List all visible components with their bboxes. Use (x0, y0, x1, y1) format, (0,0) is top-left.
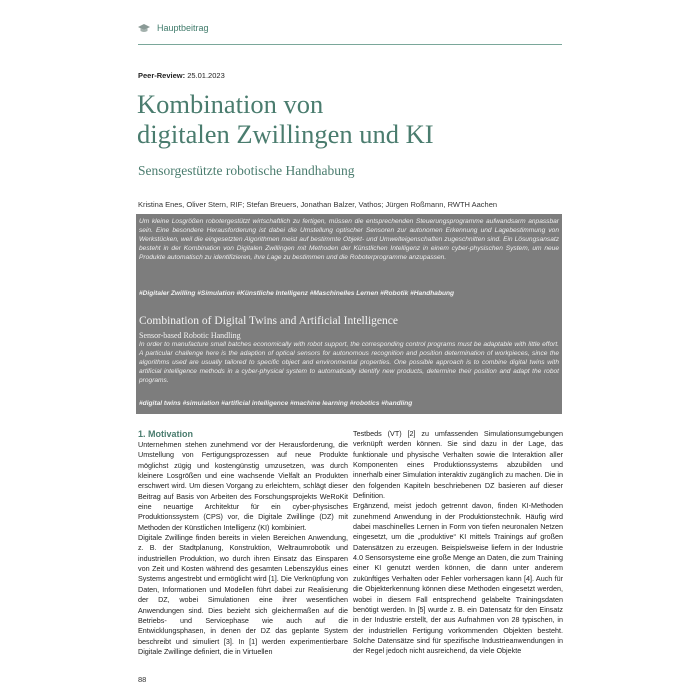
paragraph: Unternehmen stehen zunehmend vor der Herausforderung, die Umstellung von Fertigungsprozessen auf neue Produkte möglichst zügig und kostengünstig umzusetzen, was durch kleinere Losgrößen und eine wachsende Vielfalt an Produkten erschwert wird. Um diesen Vorgang zu erleichtern, schlägt dieser Beitrag auf Basis von Arbeiten des Forschungsprojekts WeRoKit eine neuartige Architektur für ein cyber-physisches Produktionssystem (CPS) vor, die Digitale Zwillinge (DZ) mit Methoden der Künstlichen Intelligenz (KI) kombiniert. (138, 440, 348, 532)
paragraph: Testbeds (VT) [2] zu umfassenden Simulationsumgebungen verknüpft werden können. Sie sind dazu in der Lage, das funktionale und physische Verhalten sowie die Interaktion aller Komponenten eines Produktionssystems abzubilden und innerhalb einer Simulation interaktiv zugänglich zu machen. Die in den folgenden Kapiteln beschriebenen DZ basieren auf dieser Definition. (353, 429, 563, 501)
abstract-german: Um kleine Losgrößen robotergestützt wirtschaftlich zu fertigen, müssen die entsprechenden Steuerungsprogramme aufwandsarm anpassbar sein. Eine besondere Herausforderung ist dabei die Umstellung optischer Sensoren zur autonomen Erkennung und Lagebestimmung von Werkstücken, weil die eingesetzten Algorithmen meist auf bestimmte Objekt- und Umwelteigenschaften zugeschnitten sind. Ein Lösungsansatz besteht in der Kombination von Digitalen Zwillingen mit Methoden der Künstlichen Intelligenz in einem cyber-physischen System, um neue Produkte automatisch zu identifizieren, ihre Lage zu bestimmen und die Roboterprogramme anzupassen. (139, 218, 559, 261)
body-column-left (138, 429, 348, 657)
section-heading: 1. Motivation (138, 429, 194, 439)
author-line: Kristina Enes, Oliver Stern, RIF; Stefan Breuers, Jonathan Balzer, Vathos; Jürgen Roßmann, RWTH Aachen (138, 200, 498, 209)
paragraph: Ergänzend, meist jedoch getrennt davon, finden KI-Methoden zunehmend Anwendung in der Produktionstechnik. Häufig wird dabei maschinelles Lernen in Form von tiefen neuronalen Netzen eingesetzt, um die „produktive“ KI mittels Trainings auf großen Datensätzen zu erzeugen. Beispielsweise liefern in der Industrie 4.0 Sensorsysteme eine große Menge an Daten, die zum Training einer KI genutzt werden können, die dann unter anderem zukünftiges Verhalten oder Fehler vorhersagen kann [4]. Auch für die Objekterkennung können diese Methoden eingesetzt werden, wobei in diesem Fall entsprechend gelabelte Trainingsdaten benötigt werden. In [5] wurde z. B. ein Datensatz für den Einsatz in der Industrie erstellt, der aus Aufnahmen von 28 typischen, in der industriellen Fertigung vorkommenden Objekten besteht. Solche Datensätze sind für spezifische Industrieanwendungen in der Regel jedoch nicht ausreichend, da viele Objekte (353, 501, 563, 656)
peer-review-label: Peer-Review: (138, 71, 186, 80)
keywords-english: #digital twins #simulation #artificial intelligence #machine learning #robotics #handling (139, 400, 413, 407)
section-label: Hauptbeitrag (157, 23, 209, 33)
title-line-1: Kombination von (137, 89, 324, 119)
section-header (138, 21, 562, 45)
english-subtitle: Sensor-based Robotic Handling (139, 331, 241, 340)
english-title: Combination of Digital Twins and Artificial Intelligence (139, 315, 398, 327)
peer-review-line (138, 71, 225, 80)
paragraph: Digitale Zwillinge finden bereits in vielen Bereichen Anwendung, z. B. der Stadtplanung, Konstruktion, Weltraumrobotik und industriellen Produktion, wo durch ihren Einsatz das Einsparen von Zeit und Kosten während des gesamten Lebenszyklus eines Systems angestrebt und ermöglicht wird [1]. Die Verknüpfung von Daten, Informationen und Modellen führt dabei zur Realisierung der DZ, wobei Simulationen eine ihrer wesentlichen Anwendungen sind. Dies bezieht sich gleichermaßen auf die Betriebs- und Servicephase wie auch auf die Entwicklungsphasen, in denen der DZ das geplante System beschreibt und simuliert [3]. In [1] werden experimentierbare Digitale Zwillinge definiert, die in Virtuellen (138, 533, 348, 656)
title-line-2: digitalen Zwillingen und KI (137, 119, 434, 149)
graduation-cap-icon (138, 24, 150, 34)
page-number: 88 (138, 675, 147, 684)
peer-review-date: 25.01.2023 (187, 71, 225, 80)
abstract-box (136, 214, 562, 414)
body-column-right (353, 429, 563, 657)
keywords-german: #Digitaler Zwilling #Simulation #Künstliche Intelligenz #Maschinelles Lernen #Robotik #Handhabung (139, 290, 455, 297)
abstract-english: In order to manufacture small batches economically with robot support, the corresponding control programs must be adaptable with little effort. A particular challenge here is the adaption of optical sensors for autonomous recognition and position determination of workpieces, since the algorithms used are usually tailored to specific object and environmental properties. One possible approach is to combine digital twins with artificial intelligence methods in a cyber-physical system to automatically identify new products, determine their position and adapt the robot programs. (139, 341, 559, 384)
article-subtitle: Sensorgestützte robotische Handhabung (138, 163, 355, 178)
article-title (137, 89, 567, 149)
